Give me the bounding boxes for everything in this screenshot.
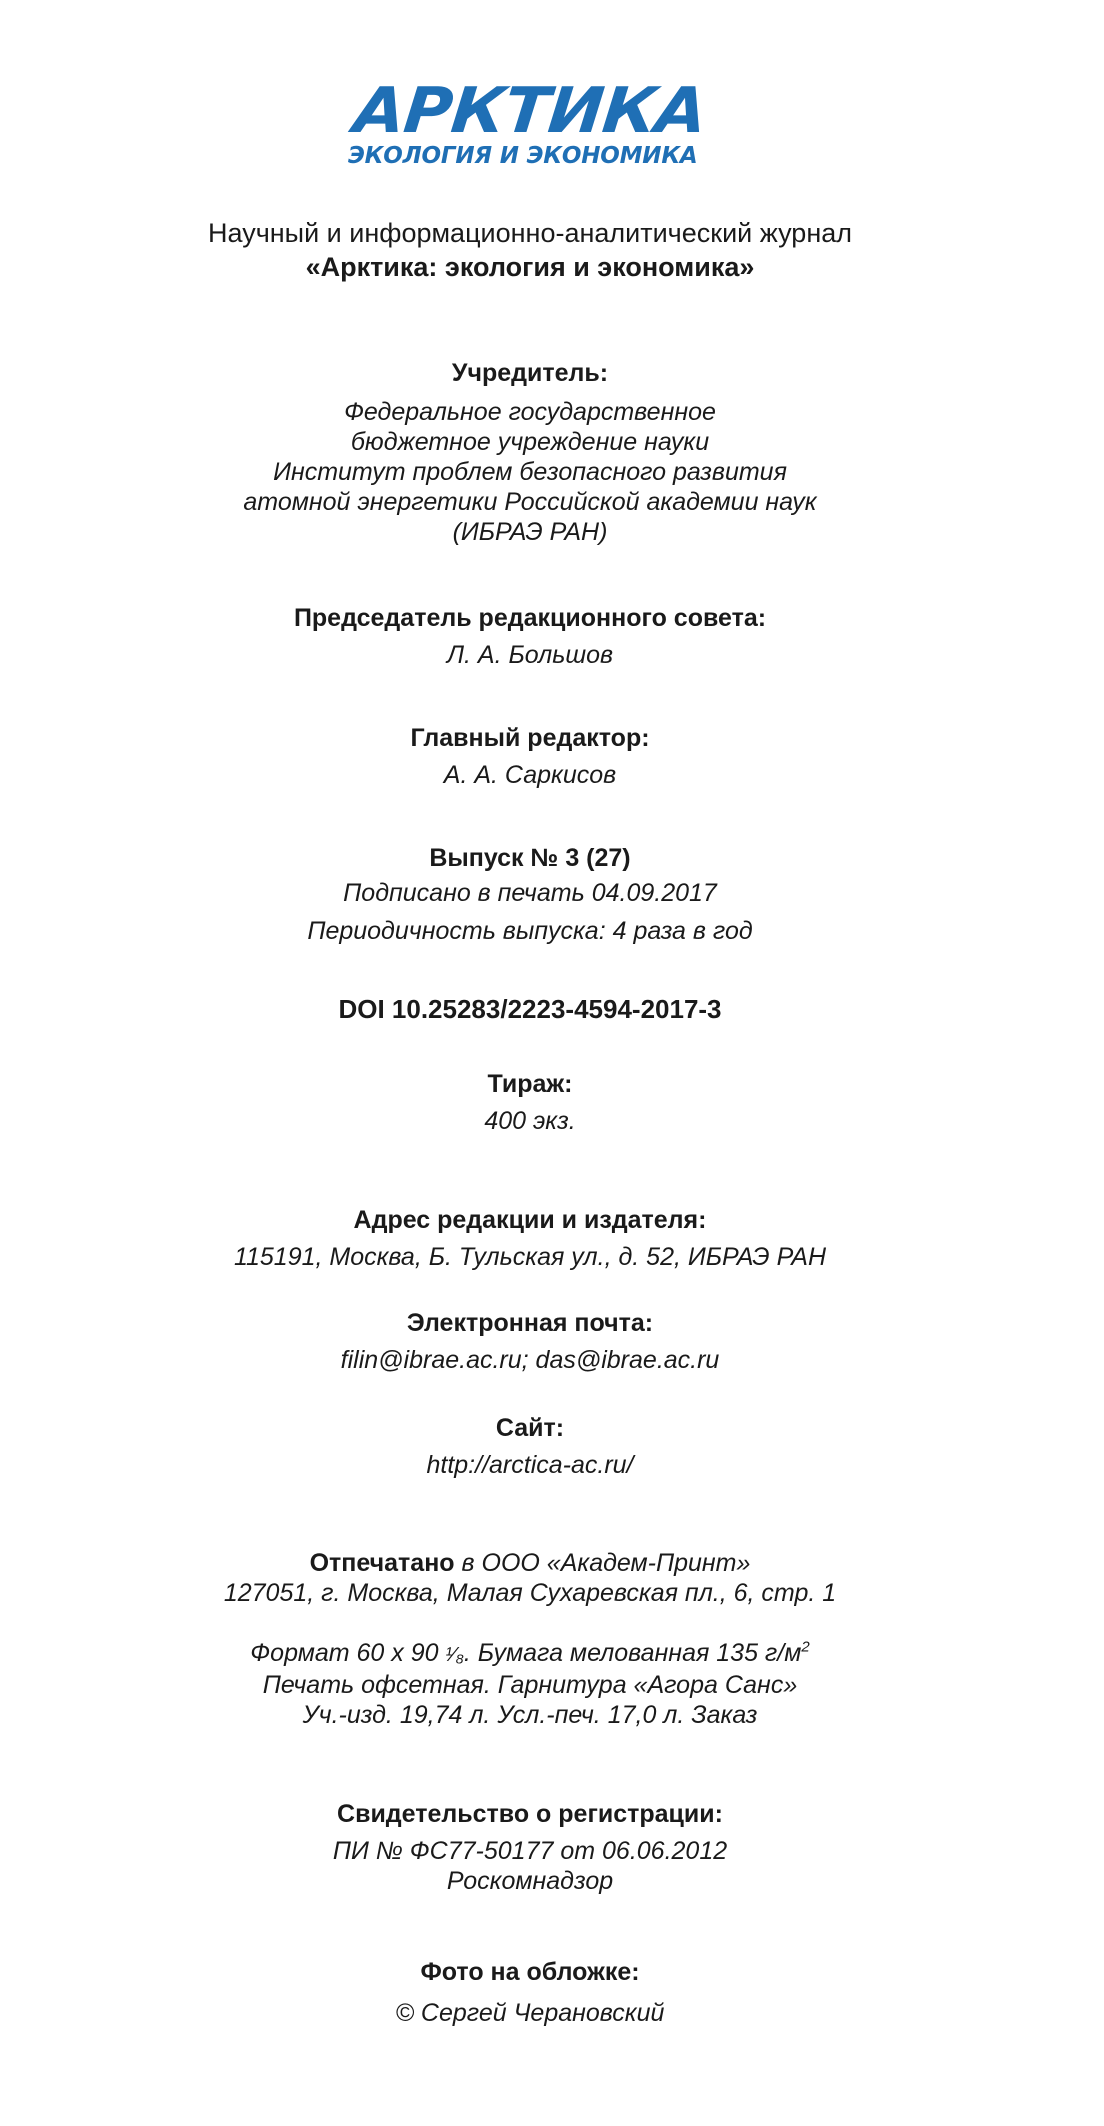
printing-method: Печать офсетная. Гарнитура «Агора Санс» bbox=[262, 1671, 798, 1699]
printing-format bbox=[0, 1638, 1060, 1670]
cover-photo-author: © Сергей Черановский bbox=[395, 1999, 665, 2027]
founder-line: Институт проблем безопасного развития bbox=[273, 458, 787, 486]
founder-label: Учредитель: bbox=[451, 359, 609, 387]
doi-section bbox=[0, 993, 1060, 1025]
format-sup: 2 bbox=[801, 1638, 810, 1656]
registration-authority: Роскомнадзор bbox=[446, 1867, 614, 1895]
email-value: filin@ibrae.ac.ru; das@ibrae.ac.ru bbox=[340, 1346, 720, 1374]
site-section bbox=[0, 1412, 1060, 1480]
issue-frequency: Периодичность выпуска: 4 раза в год bbox=[307, 917, 753, 945]
printing-label: Отпечатано bbox=[309, 1549, 455, 1577]
printing-sheets: Уч.-изд. 19,74 л. Усл.-печ. 17,0 л. Заказ bbox=[302, 1701, 758, 1729]
circulation-label: Тираж: bbox=[487, 1070, 573, 1098]
journal-heading bbox=[0, 216, 1060, 284]
doi-value: DOI 10.25283/2223-4594-2017-3 bbox=[338, 994, 722, 1024]
editor-label: Главный редактор: bbox=[410, 724, 650, 752]
journal-name: «Арктика: экология и экономика» bbox=[305, 252, 755, 282]
editor-name: А. А. Саркисов bbox=[443, 761, 617, 789]
founder-line: атомной энергетики Российской академии наук bbox=[243, 488, 817, 516]
issue-section bbox=[0, 842, 1060, 946]
chairman-section bbox=[0, 602, 1060, 670]
editor-section bbox=[0, 722, 1060, 790]
address-value: 115191, Москва, Б. Тульская ул., д. 52, ИБРАЭ РАН bbox=[233, 1243, 827, 1271]
site-label: Сайт: bbox=[495, 1414, 565, 1442]
cover-photo-label: Фото на обложке: bbox=[420, 1958, 640, 1986]
founder-line: (ИБРАЭ РАН) bbox=[452, 518, 608, 546]
address-label: Адрес редакции и издателя: bbox=[353, 1206, 707, 1234]
printing-printer-line bbox=[0, 1548, 1060, 1578]
journal-type: Научный и информационно-аналитический журнал bbox=[207, 218, 853, 248]
site-link[interactable]: http://arctica-ac.ru/ bbox=[426, 1451, 634, 1479]
printing-printer: в ООО «Академ-Принт» bbox=[461, 1549, 751, 1577]
logo-subtitle: ЭКОЛОГИЯ И ЭКОНОМИКА bbox=[348, 143, 698, 169]
format-paper: . Бумага мелованная 135 г/м bbox=[463, 1639, 802, 1667]
email-section bbox=[0, 1307, 1060, 1375]
issue-label: Выпуск № 3 (27) bbox=[429, 844, 631, 872]
circulation-section bbox=[0, 1068, 1060, 1136]
registration-label: Свидетельство о регистрации: bbox=[337, 1800, 723, 1828]
registration-number: ПИ № ФС77-50177 от 06.06.2012 bbox=[332, 1837, 728, 1865]
format-fraction: ¹⁄₈ bbox=[445, 1644, 464, 1666]
printing-section bbox=[0, 1548, 1060, 1730]
address-section bbox=[0, 1204, 1060, 1272]
cover-photo-section bbox=[0, 1956, 1060, 2028]
issue-signed: Подписано в печать 04.09.2017 bbox=[343, 879, 717, 907]
email-label: Электронная почта: bbox=[406, 1309, 654, 1337]
journal-logo bbox=[290, 73, 770, 174]
printing-address: 127051, г. Москва, Малая Сухаревская пл., 6, стр. 1 bbox=[223, 1579, 837, 1607]
founder-line: Федеральное государственное bbox=[344, 398, 716, 426]
logo-title: АРКТИКА bbox=[350, 73, 710, 148]
registration-section bbox=[0, 1798, 1060, 1896]
format-prefix: Формат 60 х 90 bbox=[250, 1639, 439, 1667]
circulation-value: 400 экз. bbox=[484, 1107, 576, 1135]
chairman-label: Председатель редакционного совета: bbox=[293, 604, 767, 632]
founder-section bbox=[0, 357, 1060, 547]
chairman-name: Л. А. Большов bbox=[446, 641, 614, 669]
founder-line: бюджетное учреждение науки bbox=[350, 428, 710, 456]
